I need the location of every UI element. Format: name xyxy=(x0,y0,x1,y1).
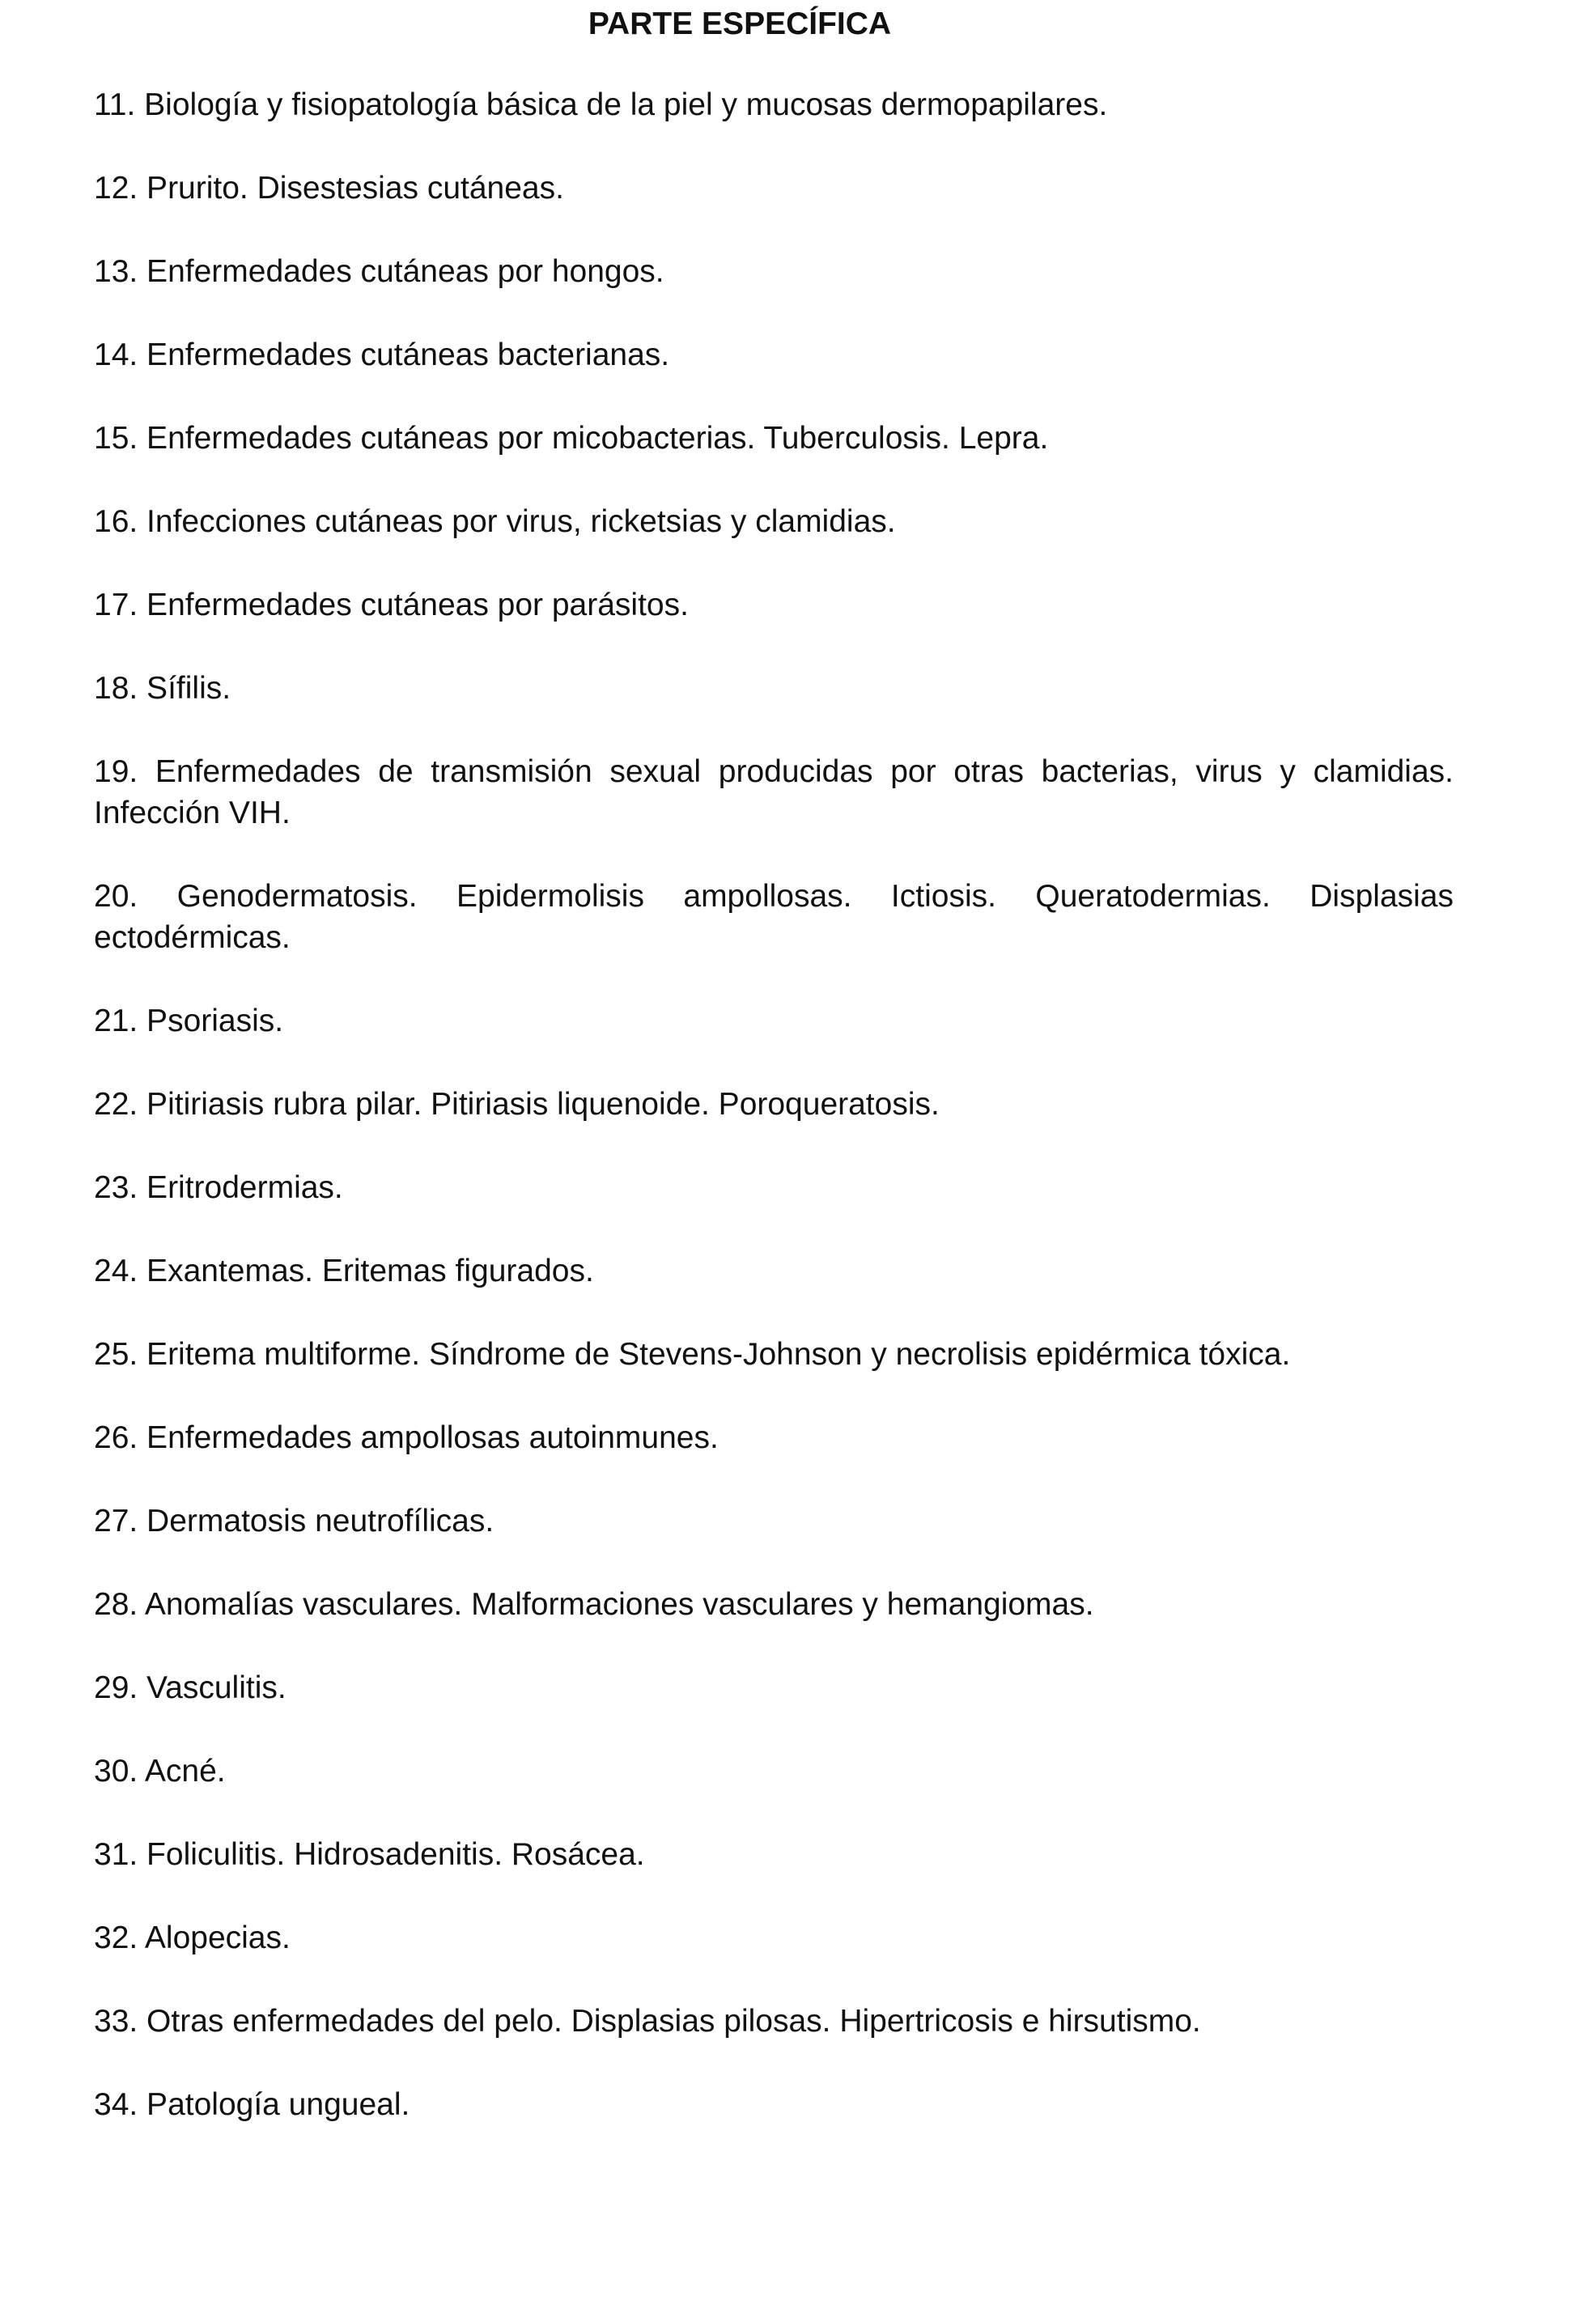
topic-item: 20. Genodermatosis. Epidermolisis ampollosas. Ictiosis. Queratodermias. Displasias ectodérmicas. xyxy=(94,879,1454,955)
topic-item: 32. Alopecias. xyxy=(94,1920,291,1955)
topic-item: 27. Dermatosis neutrofílicas. xyxy=(94,1504,495,1538)
topic-item: 23. Eritrodermias. xyxy=(94,1170,343,1205)
topic-item: 13. Enfermedades cutáneas por hongos. xyxy=(94,254,664,289)
topic-item: 34. Patología ungueal. xyxy=(94,2087,410,2122)
topic-list xyxy=(94,84,1454,2167)
topic-item: 18. Sífilis. xyxy=(94,671,231,706)
topic-item: 11. Biología y fisiopatología básica de la piel y mucosas dermopapilares. xyxy=(94,87,1108,122)
section-title: PARTE ESPECÍFICA xyxy=(588,6,892,41)
topic-item: 26. Enfermedades ampollosas autoinmunes. xyxy=(94,1420,719,1455)
topic-item: 15. Enfermedades cutáneas por micobacterias. Tuberculosis. Lepra. xyxy=(94,421,1049,456)
topic-item: 17. Enfermedades cutáneas por parásitos. xyxy=(94,588,689,622)
topic-item: 24. Exantemas. Eritemas figurados. xyxy=(94,1254,594,1288)
topic-item: 12. Prurito. Disestesias cutáneas. xyxy=(94,171,564,206)
topic-item: 14. Enfermedades cutáneas bacterianas. xyxy=(94,337,670,372)
topic-item: 33. Otras enfermedades del pelo. Displasias pilosas. Hipertricosis e hirsutismo. xyxy=(94,2004,1201,2039)
topic-item: 29. Vasculitis. xyxy=(94,1670,287,1705)
topic-item: 28. Anomalías vasculares. Malformaciones vasculares y hemangiomas. xyxy=(94,1587,1094,1622)
topic-item: 16. Infecciones cutáneas por virus, ricketsias y clamidias. xyxy=(94,504,896,539)
topic-item: 30. Acné. xyxy=(94,1754,226,1789)
topic-item: 21. Psoriasis. xyxy=(94,1004,284,1038)
topic-item: 25. Eritema multiforme. Síndrome de Stevens-Johnson y necrolisis epidérmica tóxica. xyxy=(94,1337,1291,1372)
topic-item: 19. Enfermedades de transmisión sexual producidas por otras bacterias, virus y clamidias. Infección VIH. xyxy=(94,754,1454,830)
topic-item: 22. Pitiriasis rubra pilar. Pitiriasis liquenoide. Poroqueratosis. xyxy=(94,1087,940,1122)
topic-item: 31. Foliculitis. Hidrosadenitis. Rosácea. xyxy=(94,1837,645,1872)
